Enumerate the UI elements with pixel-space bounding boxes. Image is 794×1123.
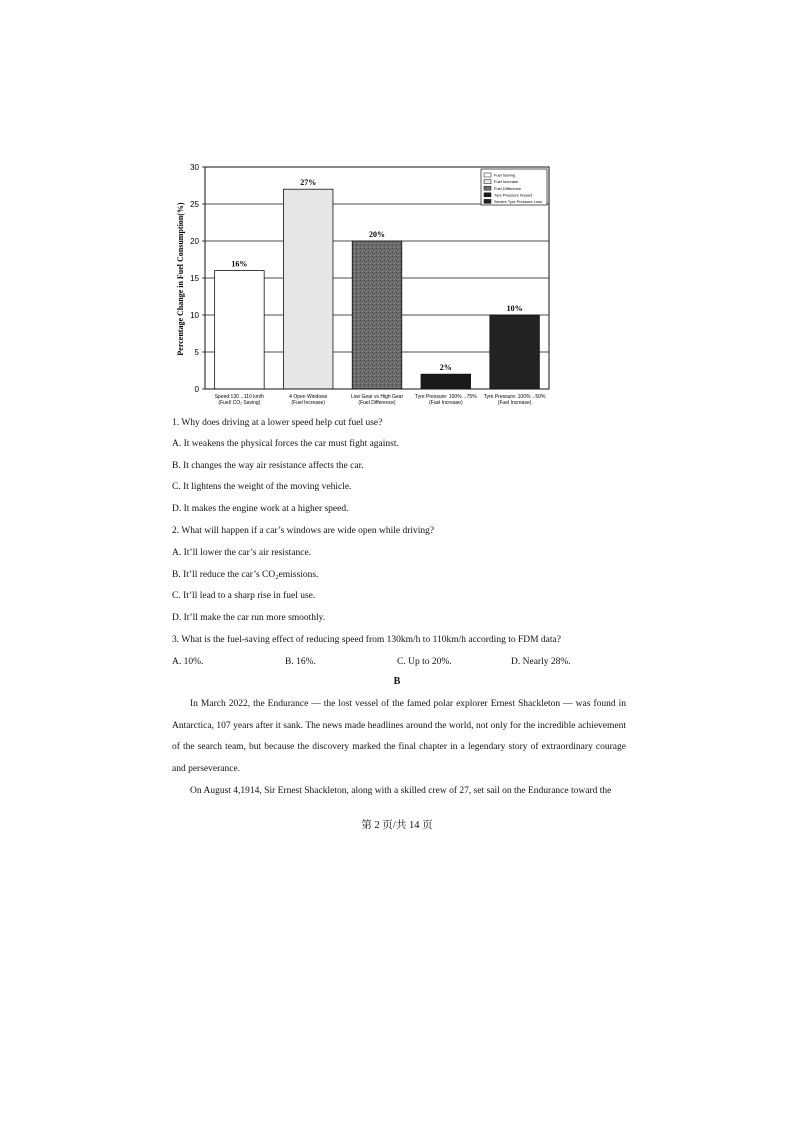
question-1: 1. Why does driving at a lower speed help cut fuel use? xyxy=(172,418,383,428)
x-tick-label: Low Gear vs High Gear xyxy=(350,394,404,400)
y-tick-label: 10 xyxy=(190,311,199,320)
bar xyxy=(283,189,333,389)
y-tick-label: 30 xyxy=(190,163,199,172)
q3-option-b: B. 16%. xyxy=(285,657,316,667)
x-tick-label: 4 Open Windows xyxy=(289,394,328,400)
legend-swatch xyxy=(484,173,491,177)
x-tick-label: Speed:130→110 km/h xyxy=(214,394,265,400)
passage-paragraph-1: In March 2022, the Endurance — the lost vessel of the famed polar explorer Ernest Shackleton — was found in Antarctica, 107 years after it sank. The news made headlines around the world, not only for the incredible achievement of the search team, but because the discovery marked the final chapter in a legendary story of extraordinary courage and perseverance. xyxy=(172,699,626,774)
q3-option-c: C. Up to 20%. xyxy=(397,657,452,667)
question-2: 2. What will happen if a car’s windows are wide open while driving? xyxy=(172,526,435,536)
q1-option-c: C. It lightens the weight of the moving vehicle. xyxy=(172,482,352,492)
q2-option-b: B. It’ll reduce the car’s CO₂emissions. xyxy=(172,570,319,580)
y-tick-label: 20 xyxy=(190,237,199,246)
data-label: 20% xyxy=(369,230,385,239)
q3-option-d: D. Nearly 28%. xyxy=(511,657,571,667)
x-tick-label-sub: (Fuel Increase) xyxy=(291,400,326,406)
data-label: 2% xyxy=(439,363,452,373)
fuel-consumption-chart xyxy=(165,150,565,410)
legend-label: Fuel Difference xyxy=(494,185,522,191)
legend-swatch xyxy=(484,180,491,184)
y-tick-label: 15 xyxy=(190,274,199,283)
x-tick-label-sub: (Fuel Increase) xyxy=(497,400,532,406)
data-label: 10% xyxy=(506,304,523,313)
bar xyxy=(421,374,471,389)
q2-option-a: A. It’ll lower the car’s air resistance. xyxy=(172,548,312,558)
x-tick-label-sub: (Fuel Difference) xyxy=(358,400,396,406)
legend-swatch xyxy=(484,186,491,190)
section-label: B xyxy=(393,676,401,687)
q2-option-d: D. It’ll make the car run more smoothly. xyxy=(172,613,326,623)
data-label: 27% xyxy=(300,178,317,188)
legend-label: Tyre Pressure Impact xyxy=(494,192,533,198)
legend-swatch xyxy=(484,193,491,197)
q3-option-a: A. 10%. xyxy=(172,657,204,667)
q1-option-a: A. It weakens the physical forces the car must fight against. xyxy=(172,439,399,449)
data-label: 16% xyxy=(231,259,248,269)
x-tick-label-sub: (Fuel Increase) xyxy=(428,400,463,406)
x-tick-label: Tyre Pressure: 100%→50% xyxy=(483,394,546,400)
q2-option-c: C. It’ll lead to a sharp rise in fuel use. xyxy=(172,591,316,601)
chart-legend xyxy=(481,169,547,205)
y-tick-label: 5 xyxy=(194,348,199,357)
x-tick-label: Tyre Pressure: 100%→75% xyxy=(414,394,477,400)
y-tick-label: 25 xyxy=(190,200,199,209)
legend-label: Fuel Saving xyxy=(494,172,516,178)
q1-option-d: D. It makes the engine work at a higher speed. xyxy=(172,504,349,514)
q1-option-b: B. It changes the way air resistance affects the car. xyxy=(172,461,364,471)
bar xyxy=(352,241,402,389)
bar xyxy=(215,271,265,389)
page-footer: 第 2 页/共 14 页 xyxy=(361,820,433,831)
legend-label: Severe Tyre Pressure Loss xyxy=(494,199,543,204)
passage-paragraph-2: On August 4,1914, Sir Ernest Shackleton, along with a skilled crew of 27, set sail on the Endurance toward the xyxy=(190,786,612,796)
x-tick-label-sub: (Fuel/ CO₂ Saving) xyxy=(218,400,261,406)
y-axis-label: Percentage Change in Fuel Consumption(%) xyxy=(176,202,185,356)
legend-swatch xyxy=(484,199,491,203)
y-tick-label: 0 xyxy=(194,385,199,394)
bar xyxy=(490,315,540,389)
question-3: 3. What is the fuel-saving effect of reducing speed from 130km/h to 110km/h according to FDM data? xyxy=(172,635,561,645)
legend-label: Fuel Increase xyxy=(494,179,519,185)
